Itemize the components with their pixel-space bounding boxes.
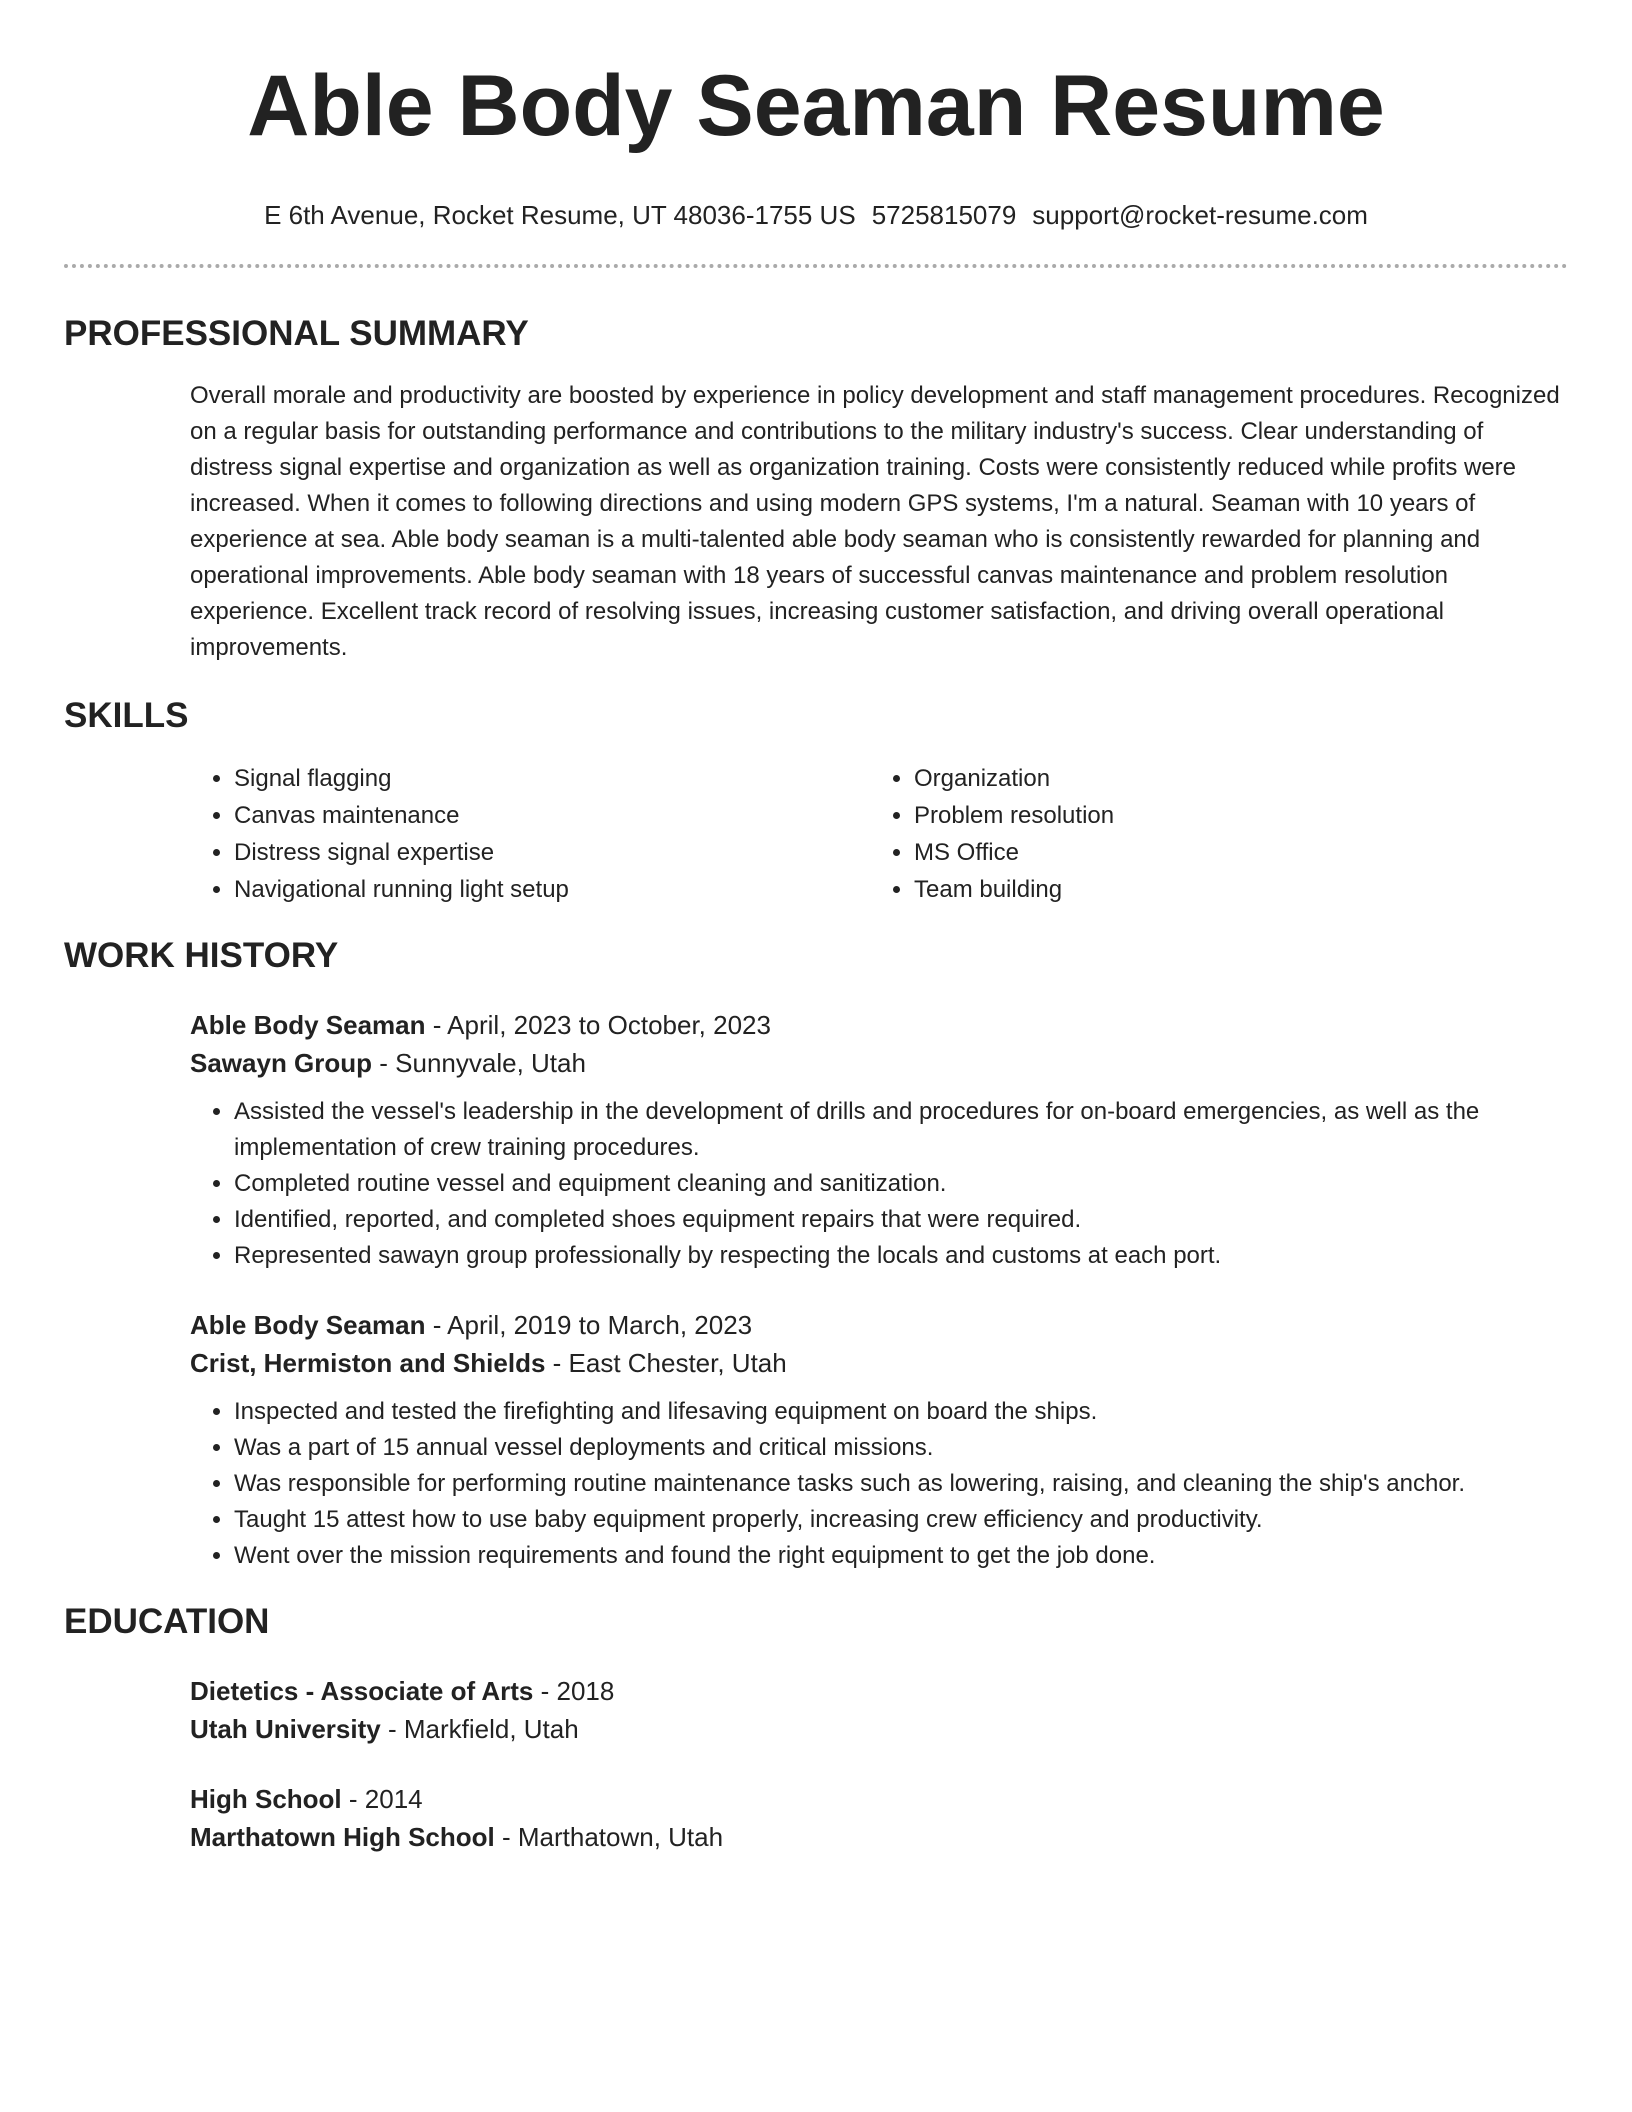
skills-heading: SKILLS [64,696,189,735]
job-location: - Sunnyvale, Utah [372,1048,586,1078]
contact-line [64,198,1568,232]
job-bullet: • Inspected and tested the firefighting and lifesaving equipment on board the ships. [234,1394,1568,1430]
contact-address: E 6th Avenue, Rocket Resume, UT 48036-1755 US [264,200,856,230]
education-degree: High School [190,1784,342,1814]
job-title: Able Body Seaman [190,1310,426,1340]
education-school-line [190,1710,1568,1748]
job-title-line [190,1006,1568,1044]
job-title: Able Body Seaman [190,1010,426,1040]
job-bullets [190,1094,1568,1274]
skill-item: • Team building [914,871,1568,908]
job-dates: - April, 2019 to March, 2023 [425,1310,753,1340]
skill-item: • Canvas maintenance [234,797,870,834]
education-location: - Markfield, Utah [380,1714,579,1744]
skill-item: • Problem resolution [914,797,1568,834]
education-entry [190,1780,1568,1856]
education-year: - 2014 [341,1784,423,1814]
job-bullet: • Was responsible for performing routine maintenance tasks such as lowering, raising, and cleaning the ship's anchor. [234,1466,1568,1502]
summary-heading: PROFESSIONAL SUMMARY [64,314,529,353]
contact-phone: 5725815079 [871,200,1017,230]
job-entry [190,1306,1568,1574]
skill-item: • Distress signal expertise [234,834,870,871]
job-company: Sawayn Group [190,1048,373,1078]
job-bullet: • Completed routine vessel and equipment cleaning and sanitization. [234,1166,1568,1202]
education-entry [190,1672,1568,1748]
job-bullet: • Was a part of 15 annual vessel deployments and critical missions. [234,1430,1568,1466]
job-bullets [190,1394,1568,1574]
education-degree-line [190,1780,1568,1818]
job-bullet: • Represented sawayn group professionally by respecting the locals and customs at each port. [234,1238,1568,1274]
job-bullet: • Identified, reported, and completed shoes equipment repairs that were required. [234,1202,1568,1238]
skills-column-right [870,760,1568,908]
education-degree-line [190,1672,1568,1710]
skills-list [190,760,1568,908]
skill-item: • MS Office [914,834,1568,871]
education-degree: Dietetics - Associate of Arts [190,1676,534,1706]
education-school-line [190,1818,1568,1856]
work-history-heading: WORK HISTORY [64,936,339,975]
education-school: Marthatown High School [190,1822,495,1852]
education-school: Utah University [190,1714,381,1744]
skill-item: • Organization [914,760,1568,797]
skills-column-left [190,760,870,908]
header-divider [64,264,1568,268]
job-entry [190,1006,1568,1274]
skill-item: • Navigational running light setup [234,871,870,908]
job-company: Crist, Hermiston and Shields [190,1348,546,1378]
education-year: - 2018 [533,1676,615,1706]
resume-title: Able Body Seaman Resume [247,58,1385,154]
job-location: - East Chester, Utah [545,1348,787,1378]
job-dates: - April, 2023 to October, 2023 [425,1010,771,1040]
skill-item: • Signal flagging [234,760,870,797]
summary-text: Overall morale and productivity are boosted by experience in policy development and staff management procedures. Recognized on a regular basis for outstanding performance and contributions to the military industry's success. Clear understanding of distress signal expertise and organization as well as organization training. Costs were consistently reduced while profits were increased. When it comes to following directions and using modern GPS systems, I'm a natural. Seaman with 10 years of experience at sea. Able body seaman is a multi-talented able body seaman who is consistently rewarded for planning and operational improvements. Able body seaman with 18 years of successful canvas maintenance and problem resolution experience. Excellent track record of resolving issues, increasing customer satisfaction, and driving overall operational improvements. [190,382,1560,661]
job-title-line [190,1306,1568,1344]
job-bullet: • Assisted the vessel's leadership in the development of drills and procedures for on-board emergencies, as well as the implementation of crew training procedures. [234,1094,1568,1166]
job-bullet: • Went over the mission requirements and found the right equipment to get the job done. [234,1538,1568,1574]
job-bullet: • Taught 15 attest how to use baby equipment properly, increasing crew efficiency and productivity. [234,1502,1568,1538]
education-heading: EDUCATION [64,1602,270,1641]
contact-email: support@rocket-resume.com [1032,200,1368,230]
education-location: - Marthatown, Utah [494,1822,724,1852]
job-company-line [190,1344,1568,1382]
job-company-line [190,1044,1568,1082]
